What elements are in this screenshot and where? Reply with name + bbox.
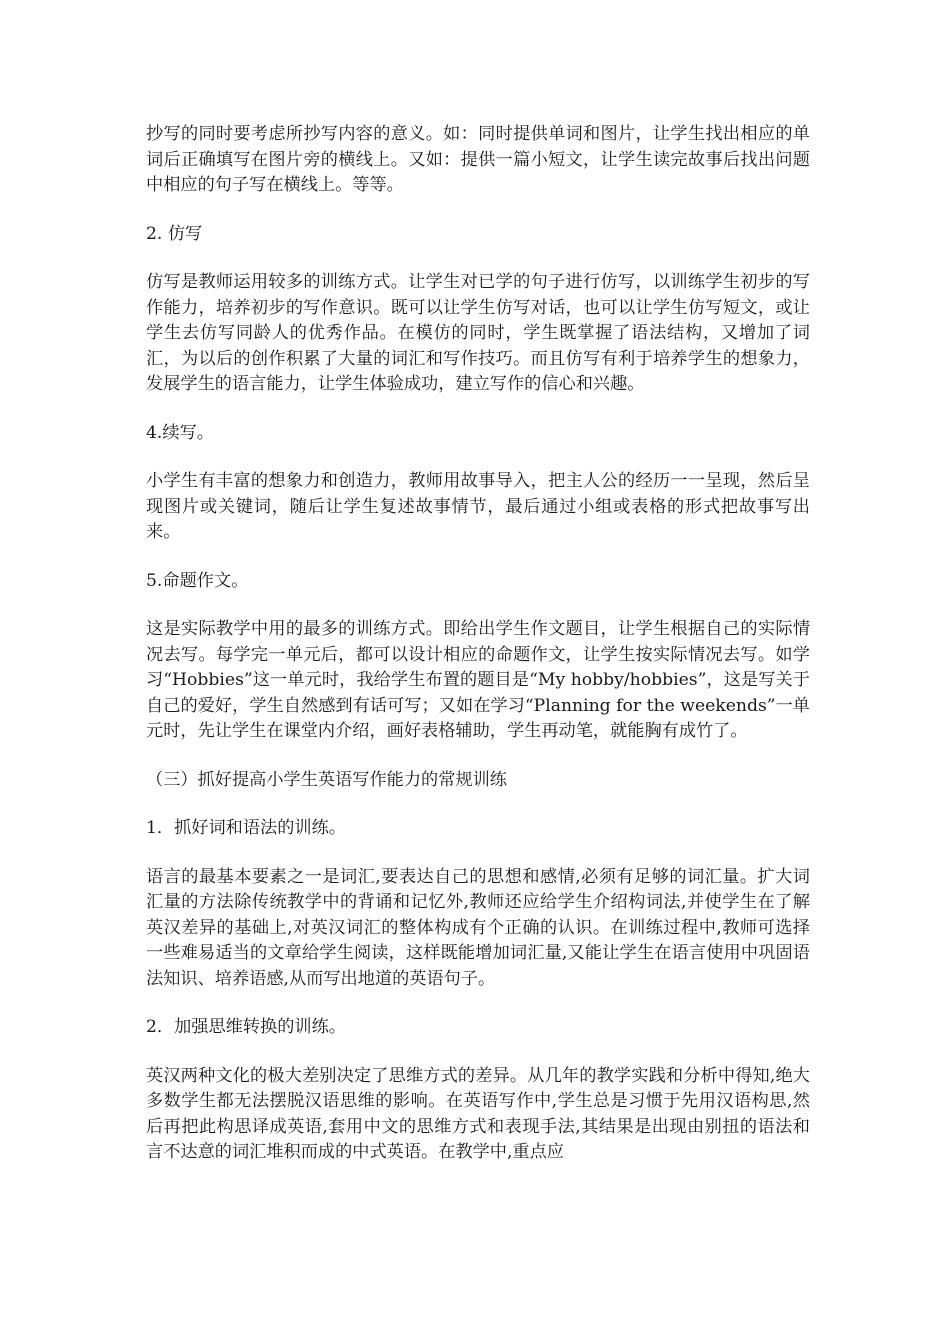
subheading-vocabulary-grammar: 1．抓好词和语法的训练。 xyxy=(146,818,346,838)
subheading-thinking-conversion: 2．加强思维转换的训练。 xyxy=(146,1017,346,1037)
heading-imitation-writing: 2. 仿写 xyxy=(146,223,203,244)
heading-continuation-writing: 4.续写。 xyxy=(146,422,214,443)
paragraph-thinking-conversion: 英汉两种文化的极大差别决定了思维方式的差异。从几年的教学实践和分析中得知,绝大多数学生都无法摆脱汉语思维的影响。在英语写作中,学生总是习惯于先用汉语构思,然后再把此构思译成英语,套用中文的思维方式和表现手法,其结果是出现由别扭的语法和言不达意的词汇堆积而成的中式英语。在教学中,重点应 xyxy=(146,1065,810,1162)
section-heading-routine-training: （三）抓好提高小学生英语写作能力的常规训练 xyxy=(146,769,507,790)
paragraph-continuation-writing: 小学生有丰富的想象力和创造力，教师用故事导入，把主人公的经历一一呈现，然后呈现图片或关键词，随后让学生复述故事情节，最后通过小组或表格的形式把故事写出来。 xyxy=(146,471,810,542)
heading-topic-composition: 5.命题作文。 xyxy=(146,570,249,591)
paragraph-imitation-writing: 仿写是教师运用较多的训练方式。让学生对已学的句子进行仿写，以训练学生初步的写作能力，培养初步的写作意识。既可以让学生仿写对话，也可以让学生仿写短文，或让学生去仿写同龄人的优秀作品。在模仿的同时，学生既掌握了语法结构，又增加了词汇，为以后的创作积累了大量的词汇和写作技巧。而且仿写有利于培养学生的想象力，发展学生的语言能力，让学生体验成功，建立写作的信心和兴趣。 xyxy=(146,272,810,394)
paragraph-vocabulary-grammar: 语言的最基本要素之一是词汇,要表达自己的思想和感情,必须有足够的词汇量。扩大词汇量的方法除传统教学中的背诵和记忆外,教师还应给学生介绍构词法,并使学生在了解英汉差异的基础上,对英汉词汇的整体构成有个正确的认识。在训练过程中,教师可选择一些难易适当的文章给学生阅读，这样既能增加词汇量,又能让学生在语言使用中巩固语法知识、培养语感,从而写出地道的英语句子。 xyxy=(146,866,810,989)
paragraph-topic-composition: 这是实际教学中用的最多的训练方式。即给出学生作文题目，让学生根据自己的实际情况去写。每学完一单元后，都可以设计相应的命题作文，让学生按实际情况去写。如学习“Hobbies”这一单元时，我给学生布置的题目是“My hobby/hobbies”，这是写关于自己的爱好，学生自然感到有话可写；又如在学习“Planning for the weekends”一单元时，先让学生在课堂内介绍，画好表格辅助，学生再动笔，就能胸有成竹了。 xyxy=(146,619,810,741)
paragraph-copying: 抄写的同时要考虑所抄写内容的意义。如：同时提供单词和图片，让学生找出相应的单词后正确填写在图片旁的横线上。又如：提供一篇小短文，让学生读完故事后找出问题中相应的句子写在横线上。等等。 xyxy=(146,124,810,195)
